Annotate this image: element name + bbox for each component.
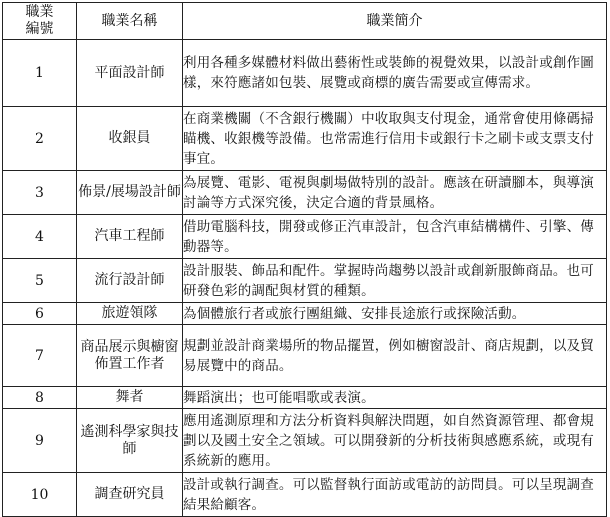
occupation-id-cell: 8: [3, 387, 77, 409]
occupation-description-cell: 借助電腦科技，開發或修正汽車設計，包含汽車結構構件、引擎、傳動器等。: [183, 215, 607, 259]
table-row: [3, 171, 607, 215]
occupation-description-cell: 舞蹈演出；也可能唱歌或表演。: [183, 387, 607, 409]
occupation-id-cell: 1: [3, 40, 77, 107]
occupation-id-cell: 5: [3, 259, 77, 303]
occupation-table-container: [2, 2, 607, 517]
occupation-description-cell: 設計或執行調查。可以監督執行面訪或電訪的訪問員。可以呈現調查結果給顧客。: [183, 473, 607, 517]
occupation-description-cell: 規劃並設計商業場所的物品擺置，例如櫥窗設計、商店規劃，以及貿易展覽中的商品。: [183, 325, 607, 387]
table-header-row: [3, 3, 607, 40]
occupation-description-cell: 利用各種多媒體材料做出藝術性或裝飾的視覺效果，以設計或創作圖樣，來符應諸如包裝、展覽或商標的廣告需要或宣傳需求。: [183, 40, 607, 107]
header-occupation-id-line1: 職業: [25, 4, 54, 20]
table-row: [3, 409, 607, 473]
header-occupation-id: [3, 3, 77, 40]
occupation-description-cell: 為個體旅行者或旅行團組織、安排長途旅行或探險活動。: [183, 303, 607, 325]
occupation-name-cell: 汽車工程師: [77, 215, 183, 259]
occupation-name-cell: 平面設計師: [77, 40, 183, 107]
occupation-id-cell: 3: [3, 171, 77, 215]
occupation-id-cell: 6: [3, 303, 77, 325]
occupation-table: [2, 2, 607, 517]
occupation-id-cell: 7: [3, 325, 77, 387]
occupation-name-cell: 收銀員: [77, 107, 183, 171]
occupation-description-cell: 設計服裝、飾品和配件。掌握時尚趨勢以設計或創新服飾商品。也可研發色彩的調配與材質的種類。: [183, 259, 607, 303]
table-row: [3, 215, 607, 259]
header-occupation-name: 職業名稱: [77, 3, 183, 40]
occupation-id-cell: 4: [3, 215, 77, 259]
table-row: [3, 387, 607, 409]
occupation-name-cell: 調查研究員: [77, 473, 183, 517]
table-row: [3, 107, 607, 171]
table-row: [3, 473, 607, 517]
occupation-description-cell: 為展覽、電影、電視與劇場做特別的設計。應該在研讀腳本，與導演討論等方式深究後，決定合適的背景風格。: [183, 171, 607, 215]
occupation-id-cell: 9: [3, 409, 77, 473]
occupation-name-cell: 旅遊領隊: [77, 303, 183, 325]
occupation-name-cell: 舞者: [77, 387, 183, 409]
occupation-id-cell: 2: [3, 107, 77, 171]
occupation-name-cell: 流行設計師: [77, 259, 183, 303]
occupation-name-cell: 商品展示與櫥窗佈置工作者: [77, 325, 183, 387]
header-occupation-id-line2: 編號: [25, 21, 54, 37]
header-occupation-description: 職業簡介: [183, 3, 607, 40]
occupation-name-cell: 遙測科學家與技師: [77, 409, 183, 473]
occupation-name-cell: 佈景/展場設計師: [77, 171, 183, 215]
table-row: [3, 40, 607, 107]
occupation-description-cell: 應用遙測原理和方法分析資料與解決問題，如自然資源管理、都會規劃以及國土安全之領域。可以開發新的分析技術與感應系統，或現有系統新的應用。: [183, 409, 607, 473]
occupation-id-cell: 10: [3, 473, 77, 517]
table-row: [3, 259, 607, 303]
table-row: [3, 325, 607, 387]
table-row: [3, 303, 607, 325]
occupation-description-cell: 在商業機關（不含銀行機關）中收取與支付現金，通常會使用條碼掃瞄機、收銀機等設備。也常需進行信用卡或銀行卡之刷卡或支票支付事宜。: [183, 107, 607, 171]
